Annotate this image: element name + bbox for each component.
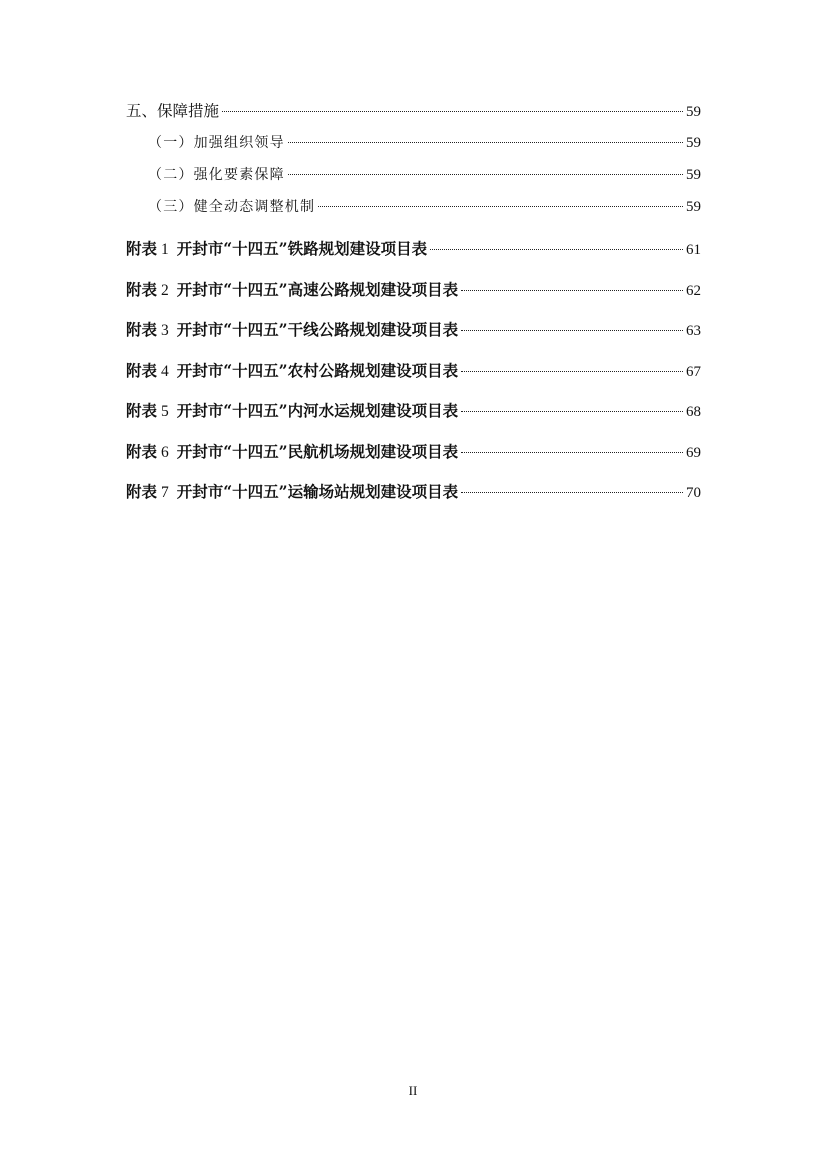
page-number: II [408, 1083, 418, 1098]
appendix-prefix: 附表 [126, 442, 158, 461]
dot-leader [461, 330, 683, 331]
appendix-number: 4 [161, 363, 169, 380]
toc-entry-title [126, 480, 458, 505]
toc-entry-appendix-3[interactable] [126, 318, 701, 342]
toc-entry-title: （二）强化要素保障 [148, 167, 285, 183]
toc-entry-page: 61 [686, 242, 701, 258]
appendix-number: 3 [161, 322, 169, 339]
toc-entry-title [126, 237, 427, 262]
toc-entry-subsection-3[interactable] [148, 195, 701, 219]
appendix-number: 6 [161, 444, 169, 461]
toc-entry-page: 59 [686, 199, 701, 215]
appendix-prefix: 附表 [126, 482, 158, 501]
toc-entry-page: 59 [686, 104, 701, 120]
appendix-title: 开封市“十四五”民航机场规划建设项目表 [176, 442, 459, 461]
toc-entry-title [126, 318, 458, 343]
toc-entry-page: 62 [686, 283, 701, 299]
toc-entry-subsection-1[interactable] [148, 131, 701, 155]
dot-leader [288, 142, 683, 143]
toc-entry-page: 68 [686, 404, 701, 420]
appendix-title: 开封市“十四五”运输场站规划建设项目表 [176, 482, 459, 501]
toc-entry-page: 59 [686, 135, 701, 151]
toc-entry-page: 59 [686, 167, 701, 183]
dot-leader [318, 206, 683, 207]
appendix-title: 开封市“十四五”高速公路规划建设项目表 [176, 280, 459, 299]
appendix-number: 1 [161, 241, 169, 258]
toc-entry-appendix-2[interactable] [126, 278, 701, 302]
toc-entry-title [126, 278, 458, 303]
appendix-prefix: 附表 [126, 320, 158, 339]
toc-entry-appendix-6[interactable] [126, 440, 701, 464]
dot-leader [461, 290, 683, 291]
appendix-prefix: 附表 [126, 239, 158, 258]
appendix-prefix: 附表 [126, 361, 158, 380]
toc-entry-page: 69 [686, 445, 701, 461]
toc-entry-appendix-5[interactable] [126, 399, 701, 423]
toc-entry-page: 63 [686, 323, 701, 339]
toc-entry-appendix-1[interactable] [126, 237, 701, 261]
toc-entry-section-5[interactable] [126, 99, 701, 123]
dot-leader [288, 174, 683, 175]
toc-entry-appendix-7[interactable] [126, 480, 701, 504]
toc-entry-title: （一）加强组织领导 [148, 135, 285, 151]
dot-leader [461, 371, 683, 372]
dot-leader [461, 411, 683, 412]
appendix-title: 开封市“十四五”农村公路规划建设项目表 [176, 361, 459, 380]
toc-entry-title: （三）健全动态调整机制 [148, 199, 316, 215]
appendix-prefix: 附表 [126, 401, 158, 420]
appendix-title: 开封市“十四五”干线公路规划建设项目表 [176, 320, 459, 339]
dot-leader [461, 492, 683, 493]
appendix-number: 5 [161, 403, 169, 420]
appendix-number: 7 [161, 484, 169, 501]
appendix-number: 2 [161, 282, 169, 299]
toc-entry-page: 70 [686, 485, 701, 501]
dot-leader [430, 249, 683, 250]
toc-entry-page: 67 [686, 364, 701, 380]
appendix-title: 开封市“十四五”铁路规划建设项目表 [176, 239, 428, 258]
toc-entry-title [126, 440, 458, 465]
appendix-title: 开封市“十四五”内河水运规划建设项目表 [176, 401, 459, 420]
toc-entry-appendix-4[interactable] [126, 359, 701, 383]
toc-entry-title [126, 399, 458, 424]
dot-leader [461, 452, 683, 453]
toc-entry-title [126, 359, 458, 384]
dot-leader [222, 111, 683, 112]
appendix-prefix: 附表 [126, 280, 158, 299]
toc-entry-title: 五、保障措施 [126, 102, 220, 120]
toc-entry-subsection-2[interactable] [148, 163, 701, 187]
